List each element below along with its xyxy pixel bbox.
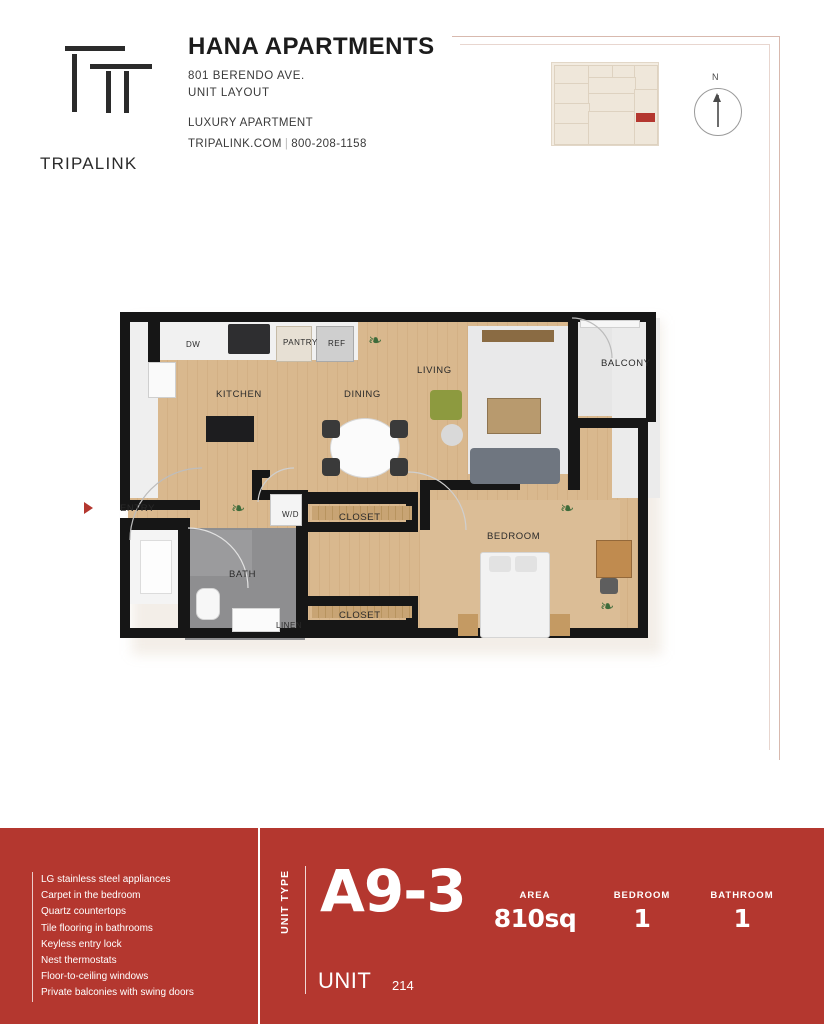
wall-closet1-bottom [308,522,418,532]
room-label-linen: LINEN [276,621,303,630]
laundry-door-swing [256,466,314,508]
bedroom-door-swing [406,470,486,540]
feature-item: Floor-to-ceiling windows [32,969,247,985]
unit-code: A9-3 [320,857,466,925]
stat-area [470,890,600,933]
unit-type-label: UNIT TYPE [279,870,291,934]
plant-icon: ❧ [560,499,575,518]
room-label-kitchen: KITCHEN [216,389,262,400]
side-table [441,424,463,446]
room-label-living: LIVING [417,365,452,376]
dining-chair [322,420,340,438]
cooktop [228,324,270,354]
separator: | [284,137,289,150]
frame-line-top-inner [460,44,770,45]
room-label-bedroom: BEDROOM [487,531,541,542]
feature-list [32,872,247,1002]
feature-item: Keyless entry lock [32,937,247,953]
wall-balcony-bottom [568,418,648,428]
room-label-refrigerator: REF [328,339,346,348]
room-label-balcony: BALCONY [601,358,651,369]
room-label-pantry: PANTRY [283,338,318,347]
property-category: LUXURY APARTMENT [188,117,314,130]
room-label-dishwasher: DW [186,340,201,349]
stat-bathroom-value: 1 [733,904,751,933]
room-label-closet-2: CLOSET [339,610,381,621]
frame-line-right [779,36,780,760]
tv-console [482,330,554,342]
dining-chair [390,420,408,438]
desk-chair [600,578,618,594]
feature-item: Private balconies with swing doors [32,985,247,1001]
stat-bathroom-key: BATHROOM [710,890,774,901]
wall-closet1-top [308,492,418,504]
frame-line-top [452,36,780,37]
coffee-table [487,398,541,434]
band-divider [258,828,260,1024]
feature-item: Quartz countertops [32,904,247,920]
kitchen-island-appliance [206,416,254,442]
desk [596,540,632,578]
wall-bedroom-right [568,428,580,490]
room-label-entry: ENTRY [120,503,156,514]
brand-logo [40,32,180,173]
frame-line-right-inner [769,44,770,750]
balcony-door-swing [570,316,616,360]
plant-icon: ❧ [231,499,246,518]
nightstand [458,614,478,636]
room-label-bath: BATH [229,569,257,580]
sink [148,362,176,398]
sheet-subtitle: UNIT LAYOUT [188,86,270,99]
feature-item: LG stainless steel appliances [32,872,247,888]
page-title: HANA APARTMENTS [188,33,435,60]
unit-word-label: UNIT [318,968,372,993]
stat-area-key: AREA [519,890,551,901]
stat-bedroom [596,890,688,933]
phone-number[interactable]: 800-208-1158 [291,137,367,150]
entry-direction-arrow-icon [84,502,93,514]
room-label-dining: DINING [344,389,381,400]
compass-label: N [712,72,719,82]
stat-area-value: 810sq [493,904,577,933]
logo-wordmark: TRIPALINK [40,154,138,173]
wall-closet2-top [308,596,418,606]
key-plan [551,62,659,146]
unit-number: 214 [392,978,414,993]
stat-bedroom-key: BEDROOM [613,890,671,901]
nightstand [550,614,570,636]
plant-icon: ❧ [368,331,383,350]
pillow [489,556,511,572]
tripalink-logo-icon [62,38,158,116]
pillow [515,556,537,572]
plant-icon: ❧ [600,597,615,616]
stat-bathroom [688,890,796,933]
key-plan-unit-highlight [636,113,655,122]
unit-type-divider [305,866,306,994]
wall-closet2-bottom [308,620,418,630]
title-block [188,33,435,153]
feature-item: Carpet in the bedroom [32,888,247,904]
stat-bedroom-value: 1 [633,904,651,933]
compass-icon [694,88,742,136]
feature-item: Nest thermostats [32,953,247,969]
vanity [232,608,280,632]
dining-chair [322,458,340,476]
feature-item: Tile flooring in bathrooms [32,921,247,937]
wall-right-lower [638,420,648,638]
room-label-washer-dryer: W/D [282,510,300,519]
website-link[interactable]: TRIPALINK.COM [188,137,282,150]
property-address: 801 BERENDO AVE. [188,70,305,82]
bath-door-swing [184,524,274,594]
accent-chair [430,390,462,420]
room-label-closet-1: CLOSET [339,512,381,523]
